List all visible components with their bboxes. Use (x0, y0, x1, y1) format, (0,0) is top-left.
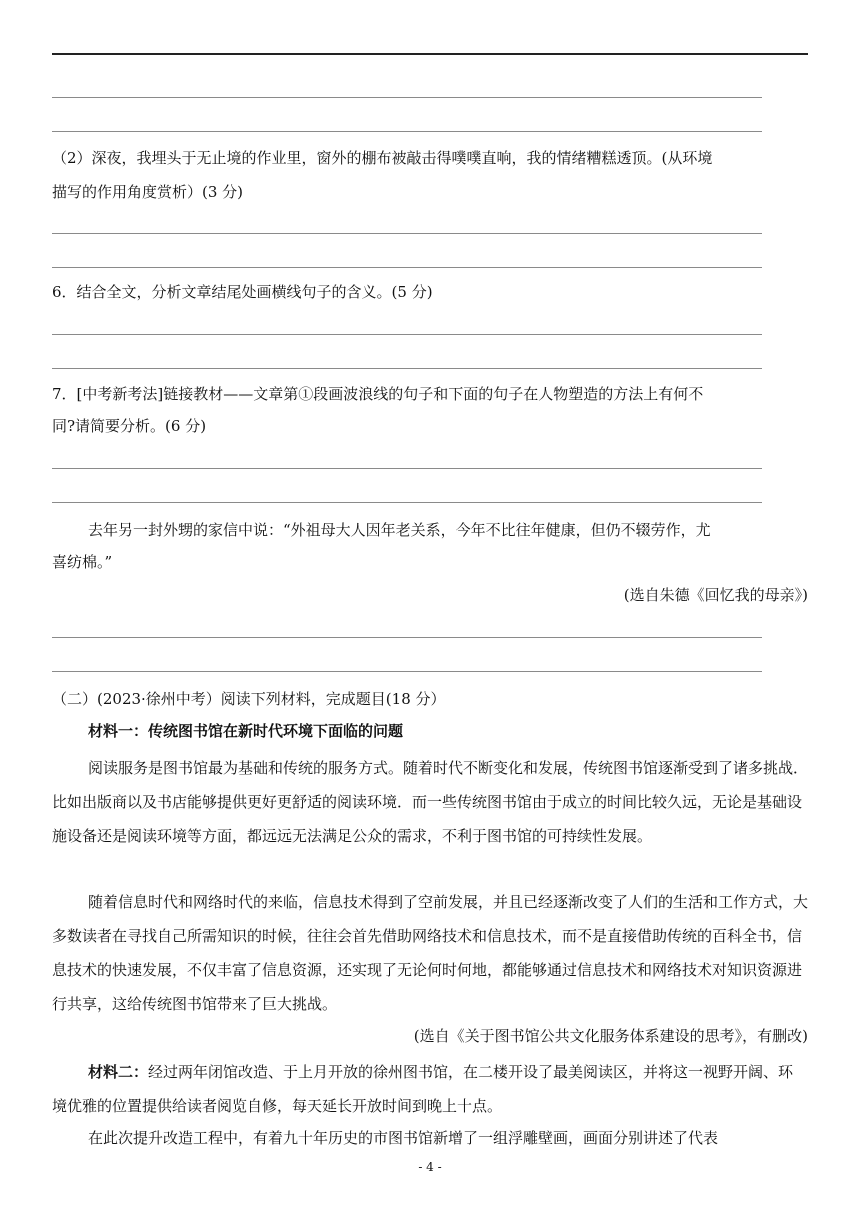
answer-line (52, 233, 762, 234)
question-7-line-1: 7．[中考新考法]链接教材——文章第①段画波浪线的句子和下面的句子在人物塑造的方法上有何不 (52, 385, 704, 403)
material-1-paragraph-1: 阅读服务是图书馆最为基础和传统的服务方式。随着时代不断变化和发展，传统图书馆逐渐受到了诸多挑战．比如出版商以及书店能够提供更好更舒适的阅读环境．而一些传统图书馆由于成立的时间比较久远，无论是基础设施设备还是阅读环境等方面，都远远无法满足公众的需求，不利于图书馆的可持续性发展。 (52, 759, 809, 845)
answer-line (52, 267, 762, 268)
quote-line-2: 喜纺棉。” (52, 553, 113, 571)
question-5-2-line-2: 描写的作用角度赏析）(3 分) (52, 183, 244, 201)
quote-line-1: 去年另一封外甥的家信中说：“外祖母大人因年老关系，今年不比往年健康，但仍不辍劳作，尤 (88, 521, 711, 539)
answer-line (52, 131, 762, 132)
material-2-label: 材料二： (88, 1063, 149, 1081)
question-5-2-line-1: （2）深夜，我埋头于无止境的作业里，窗外的棚布被敲击得噗噗直响，我的情绪糟糕透顶。(从环境 (52, 149, 713, 167)
question-7-line-2: 同?请简要分析。(6 分) (52, 417, 207, 435)
question-6: 6．结合全文，分析文章结尾处画横线句子的含义。(5 分) (52, 283, 433, 301)
material-1-source: (选自《关于图书馆公共文化服务体系建设的思考》，有删改) (413, 1027, 808, 1045)
answer-line (52, 97, 762, 98)
answer-line (52, 368, 762, 369)
material-1-title: 材料一：传统图书馆在新时代环境下面临的问题 (88, 722, 404, 740)
material-1-paragraph-2: 随着信息时代和网络时代的来临，信息技术得到了空前发展，并且已经逐渐改变了人们的生活和工作方式，大多数读者在寻找自己所需知识的时候，往往会首先借助网络技术和信息技术，而不是直接借助传统的百科全书，信息技术的快速发展，不仅丰富了信息资源，还实现了无论何时何地，都能够通过信息技术和网络技术对知识资源进行共享，这给传统图书馆带来了巨大挑战。 (52, 893, 809, 1013)
material-2-paragraph-2: 在此次提升改造工程中，有着九十年历史的市图书馆新增了一组浮雕壁画，画面分别讲述了代表 (88, 1129, 719, 1147)
header-rule (52, 53, 808, 55)
answer-line (52, 502, 762, 503)
answer-line (52, 468, 762, 469)
answer-line (52, 637, 762, 638)
quote-source: (选自朱德《回忆我的母亲》) (623, 586, 808, 604)
section-heading: （二）(2023·徐州中考）阅读下列材料，完成题目(18 分） (52, 690, 446, 708)
answer-line (52, 671, 762, 672)
page-number: - 4 - (418, 1160, 442, 1174)
answer-line (52, 334, 762, 335)
material-2-text: 经过两年闭馆改造、于上月开放的徐州图书馆，在二楼开设了最美阅读区，并将这一视野开阔、环境优雅的位置提供给读者阅览自修，每天延长开放时间到晚上十点。 (52, 1063, 794, 1115)
material-2-paragraph-1 (52, 1055, 808, 1123)
